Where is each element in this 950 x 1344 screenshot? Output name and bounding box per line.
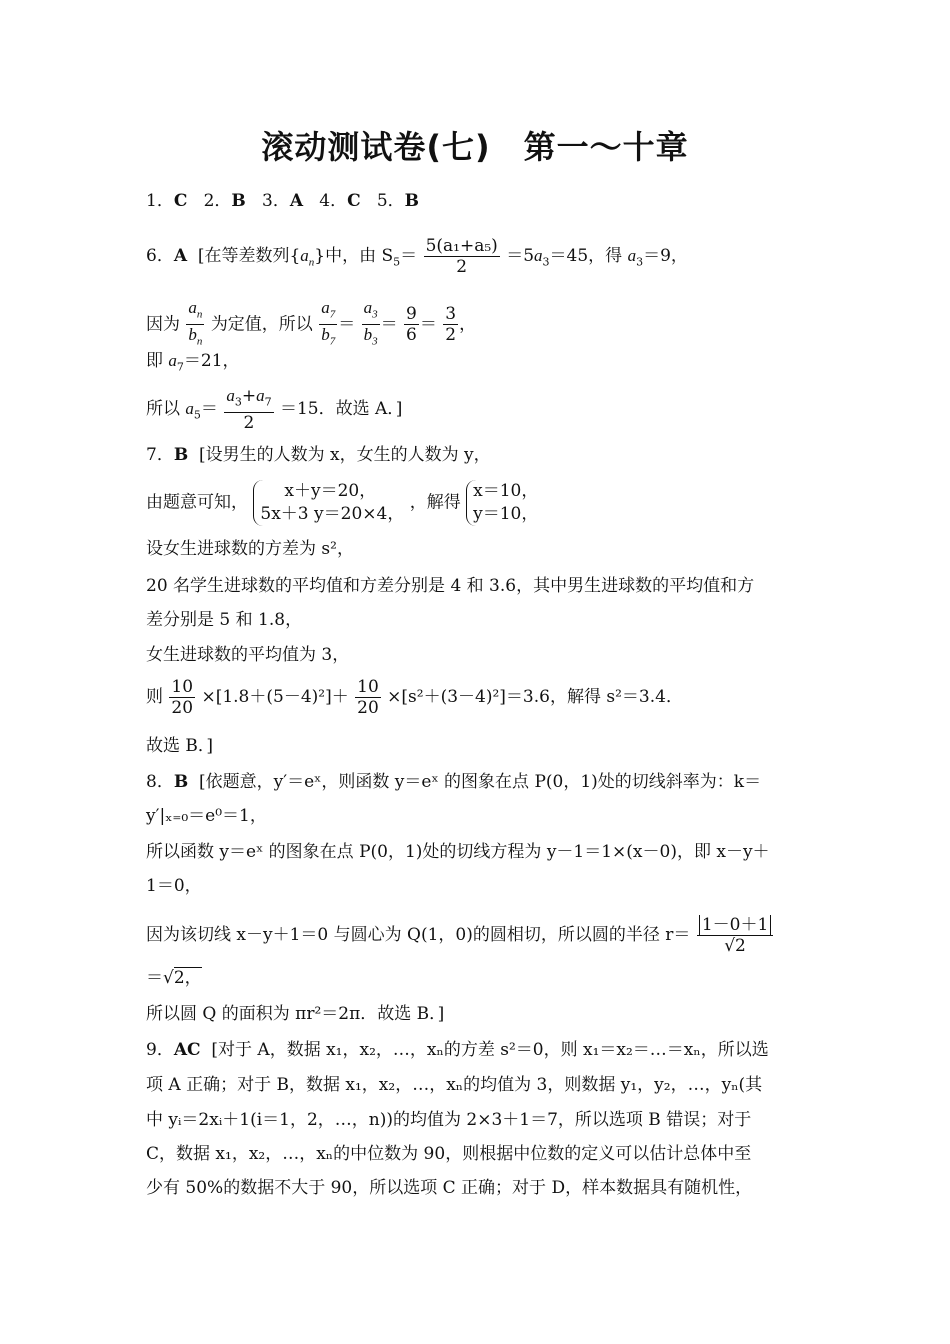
q7-line-6: 女生进球数的平均值为 3，	[146, 645, 350, 665]
equation-system-1: x＋y＝20， 5x＋3 y＝20×4，	[253, 480, 404, 526]
q8-line-4: 1＝0，	[146, 876, 202, 896]
q7-line-7: 则 $\frac{10}{20}$ ×[1.8＋(5－4)²]＋ $\frac{10}{20}$ ×[s²＋(3－4)²]＝3.6，解得 s²＝3.4．	[146, 677, 683, 718]
q7-line-2: 由题意可知， x＋y＝20， 5x＋3 y＝20×4， ，解得 x＝10， y＝10，	[146, 481, 539, 524]
q8-line-7: 所以圆 Q 的面积为 πr²＝2π．故选 B．]	[146, 1004, 445, 1024]
q9-line-5: 少有 50%的数据不大于 90，所以选项 C 正确；对于 D，样本数据具有随机性，	[146, 1178, 753, 1198]
q6-line-3: 即 $a_7=21$，	[146, 351, 240, 374]
q9-line-1: 9．AC [对于 A，数据 x₁，x₂，…，xₙ的方差 s²＝0，则 x₁＝x₂＝…＝xₙ，所以选	[146, 1040, 769, 1060]
equation-system-2: x＝10， y＝10，	[466, 480, 538, 526]
q8-line-5: 因为该切线 x－y＋1＝0 与圆心为 Q(1，0)的圆相切，所以圆的半径 r＝ $\frac{1-0+1}{√2}$	[146, 915, 774, 956]
q6-line-4: 所以 $a_5=$ $\frac{a_3+a_7}{2}$ ＝15．故选 A．]	[146, 386, 403, 434]
q7-line-3: 设女生进球数的方差为 s²，	[146, 539, 354, 559]
q8-line-2: y′|ₓ₌₀＝e⁰＝1，	[146, 806, 267, 826]
radius-fraction: $\frac{1-0+1}{√2}$	[697, 915, 773, 956]
page-title: 滚动测试卷(七) 第一～十章	[261, 128, 689, 166]
fraction-s5: $\frac{\text{5(a₁+a₅)}}{2}$	[425, 236, 498, 277]
q9-line-4: C，数据 x₁，x₂，…，xₙ的中位数为 90，则根据中位数的定义可以估计总体中至	[146, 1144, 752, 1164]
q9-line-3: 中 yᵢ＝2xᵢ＋1(i＝1，2，…，n))的均值为 2×3＋1＝7，所以选项 B 错误；对于	[146, 1110, 752, 1130]
q7-line-1: 7．B [设男生的人数为 x，女生的人数为 y，	[146, 445, 491, 465]
answers-1-5: 1．C 2．B 3．A 4．C 5．B	[146, 191, 420, 211]
q6-line-1: 6．A [在等差数列$\{a_n\}$中，由 $S_5=$ $\frac{\text{5(a₁+a₅)}}{2}$ $=5a_3=45$，得 $a_3=9$，	[146, 236, 688, 277]
q7-line-4: 20 名学生进球数的平均值和方差分别是 4 和 3.6，其中男生进球数的平均值和方	[146, 576, 755, 596]
q7-line-8: 故选 B．]	[146, 736, 214, 756]
q8-line-6: ＝√2，	[146, 968, 202, 988]
q8-line-1: 8．B [依题意，y′＝eˣ，则函数 y＝eˣ 的图象在点 P(0，1)处的切线斜率为：k＝	[146, 772, 762, 792]
q9-line-2: 项 A 正确；对于 B，数据 x₁，x₂，…，xₙ的均值为 3，则数据 y₁，y₂，…，yₙ(其	[146, 1075, 763, 1095]
q7-line-5: 差分别是 5 和 1.8，	[146, 610, 303, 630]
q6-line-2: 因为 $\frac{a_n}{b_n}$ 为定值，所以 $\frac{a_7}{b_7}$ ＝ $\frac{a_3}{b_3}$ ＝ $\frac{9}{6}$ ＝ $\frac{3}{2}$ ，	[146, 298, 477, 348]
q8-line-3: 所以函数 y＝eˣ 的图象在点 P(0，1)处的切线方程为 y－1＝1×(x－0)，即 x－y＋	[146, 842, 770, 862]
